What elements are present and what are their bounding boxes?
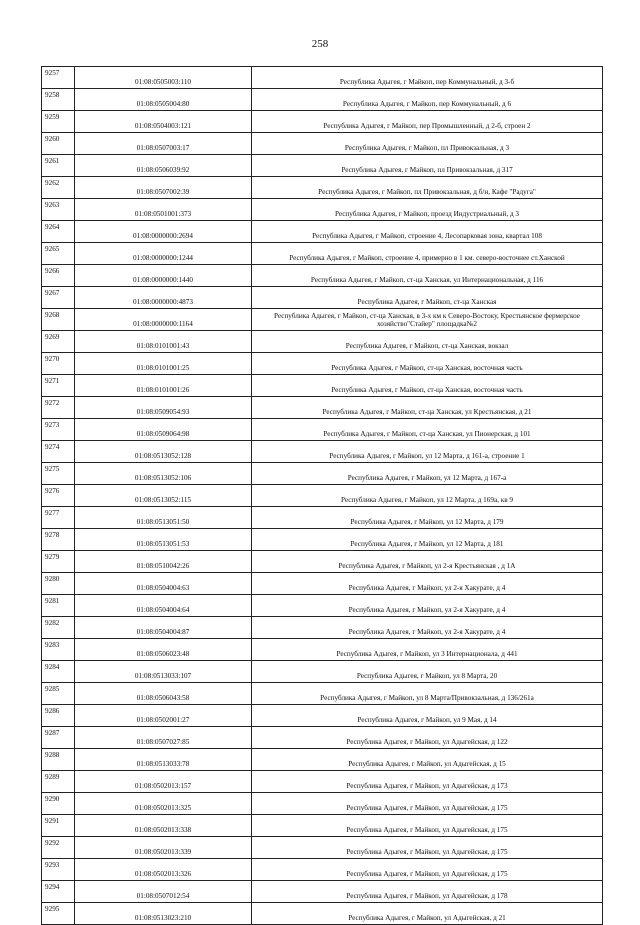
row-number: 9281	[42, 595, 75, 617]
cadastral-number: 01:08:0513051:50	[75, 507, 252, 529]
cadastral-number: 01:08:0509054:93	[75, 397, 252, 419]
table-row	[42, 67, 603, 89]
table-row	[42, 133, 603, 155]
table-row	[42, 837, 603, 859]
row-number: 9294	[42, 881, 75, 903]
row-number: 9262	[42, 177, 75, 199]
cadastral-number: 01:08:0513052:115	[75, 485, 252, 507]
address-cell: Республика Адыгея, г Майкоп, ул 12 Марта, д 167-а	[252, 463, 603, 485]
table-row	[42, 881, 603, 903]
cadastral-number: 01:08:0000000:1244	[75, 243, 252, 265]
cadastral-number: 01:08:0502001:27	[75, 705, 252, 727]
row-number: 9268	[42, 309, 75, 331]
row-number: 9287	[42, 727, 75, 749]
address-cell: Республика Адыгея, г Майкоп, ул 2-я Крестьянская , д 1А	[252, 551, 603, 573]
table-row	[42, 551, 603, 573]
address-cell: Республика Адыгея, г Майкоп, строение 4, Лесопарковая зона, квартал 108	[252, 221, 603, 243]
cadastral-number: 01:08:0513023:210	[75, 903, 252, 925]
row-number: 9282	[42, 617, 75, 639]
address-cell: Республика Адыгея, г Майкоп, ст-ца Ханская, вокзал	[252, 331, 603, 353]
table-row	[42, 397, 603, 419]
row-number: 9261	[42, 155, 75, 177]
table-row	[42, 419, 603, 441]
row-number: 9292	[42, 837, 75, 859]
table-row	[42, 683, 603, 705]
address-cell: Республика Адыгея, г Майкоп, ул Адыгейская, д 122	[252, 727, 603, 749]
cadastral-number: 01:08:0502013:338	[75, 815, 252, 837]
address-cell: Республика Адыгея, г Майкоп, ул 3 Интернационала, д 441	[252, 639, 603, 661]
cadastral-number: 01:08:0502013:325	[75, 793, 252, 815]
address-cell: Республика Адыгея, г Майкоп, ул 12 Марта, д 179	[252, 507, 603, 529]
table-body	[42, 67, 603, 925]
row-number: 9259	[42, 111, 75, 133]
table-row	[42, 903, 603, 925]
cadastral-number: 01:08:0502013:326	[75, 859, 252, 881]
address-cell: Республика Адыгея, г Майкоп, строение 4, примерно в 1 км. северо-восточнее ст.Ханской	[252, 243, 603, 265]
cadastral-number: 01:08:0505003:110	[75, 67, 252, 89]
cadastral-number: 01:08:0506043:58	[75, 683, 252, 705]
cadastral-number: 01:08:0506039:92	[75, 155, 252, 177]
cadastral-number: 01:08:0510042:26	[75, 551, 252, 573]
cadastral-number: 01:08:0509064:98	[75, 419, 252, 441]
table-row	[42, 375, 603, 397]
table-row	[42, 89, 603, 111]
row-number: 9284	[42, 661, 75, 683]
table-row	[42, 815, 603, 837]
cadastral-number: 01:08:0000000:2694	[75, 221, 252, 243]
table-row	[42, 507, 603, 529]
table-row	[42, 441, 603, 463]
address-cell: Республика Адыгея, г Майкоп, пер Коммунальный, д 3-б	[252, 67, 603, 89]
address-cell: Республика Адыгея, г Майкоп, ул Адыгейская, д 21	[252, 903, 603, 925]
address-cell: Республика Адыгея, г Майкоп, ул Адыгейская, д 175	[252, 837, 603, 859]
table-row	[42, 155, 603, 177]
cadastral-number: 01:08:0502013:157	[75, 771, 252, 793]
row-number: 9270	[42, 353, 75, 375]
address-cell: Республика Адыгея, г Майкоп, ул 8 Марта/Привокзальная, д 136/261а	[252, 683, 603, 705]
table-row	[42, 661, 603, 683]
row-number: 9280	[42, 573, 75, 595]
cadastral-number: 01:08:0513052:106	[75, 463, 252, 485]
table-row	[42, 265, 603, 287]
address-cell: Республика Адыгея, г Майкоп, ст-ца Ханская, в 3-х км к Северо-Востоку, Крестьянское фермерское хозяйство"Стайер" площадка№2	[252, 309, 603, 331]
cadastral-number: 01:08:0513051:53	[75, 529, 252, 551]
table-row	[42, 485, 603, 507]
row-number: 9278	[42, 529, 75, 551]
address-cell: Республика Адыгея, г Майкоп, пер Коммунальный, д 6	[252, 89, 603, 111]
table-row	[42, 529, 603, 551]
table-row	[42, 705, 603, 727]
cadastral-number: 01:08:0504003:121	[75, 111, 252, 133]
row-number: 9277	[42, 507, 75, 529]
address-cell: Республика Адыгея, г Майкоп, проезд Индустриальный, д 3	[252, 199, 603, 221]
table-row	[42, 177, 603, 199]
cadastral-number: 01:08:0101001:25	[75, 353, 252, 375]
cadastral-number: 01:08:0000000:1164	[75, 309, 252, 331]
row-number: 9274	[42, 441, 75, 463]
address-cell: Республика Адыгея, г Майкоп, ул Адыгейская, д 173	[252, 771, 603, 793]
cadastral-number: 01:08:0101001:43	[75, 331, 252, 353]
address-cell: Республика Адыгея, г Майкоп, ул 2-я Хакурате, д 4	[252, 617, 603, 639]
row-number: 9290	[42, 793, 75, 815]
table-row	[42, 331, 603, 353]
cadastral-number: 01:08:0501001:373	[75, 199, 252, 221]
cadastral-number: 01:08:0507002:39	[75, 177, 252, 199]
cadastral-number: 01:08:0504004:63	[75, 573, 252, 595]
address-cell: Республика Адыгея, г Майкоп, ул 12 Марта, д 161-а, строение 1	[252, 441, 603, 463]
row-number: 9276	[42, 485, 75, 507]
address-cell: Республика Адыгея, г Майкоп, ул Адыгейская, д 15	[252, 749, 603, 771]
row-number: 9286	[42, 705, 75, 727]
table-row	[42, 573, 603, 595]
table-row	[42, 111, 603, 133]
cadastral-number: 01:08:0513033:107	[75, 661, 252, 683]
table-row	[42, 199, 603, 221]
row-number: 9257	[42, 67, 75, 89]
table-row	[42, 617, 603, 639]
address-cell: Республика Адыгея, г Майкоп, ул Адыгейская, д 178	[252, 881, 603, 903]
cadastral-number: 01:08:0507027:85	[75, 727, 252, 749]
row-number: 9263	[42, 199, 75, 221]
address-cell: Республика Адыгея, г Майкоп, ул 9 Мая, д 14	[252, 705, 603, 727]
table-row	[42, 771, 603, 793]
table-row	[42, 859, 603, 881]
address-cell: Республика Адыгея, г Майкоп, пл Привокзальная, д 3	[252, 133, 603, 155]
row-number: 9271	[42, 375, 75, 397]
row-number: 9266	[42, 265, 75, 287]
address-cell: Республика Адыгея, г Майкоп, ст-ца Ханская, ул Крестьянская, д 21	[252, 397, 603, 419]
row-number: 9285	[42, 683, 75, 705]
table-row	[42, 793, 603, 815]
row-number: 9279	[42, 551, 75, 573]
cadastral-number: 01:08:0502013:339	[75, 837, 252, 859]
address-cell: Республика Адыгея, г Майкоп, ул 2-я Хакурате, д 4	[252, 573, 603, 595]
row-number: 9295	[42, 903, 75, 925]
page-number: 258	[311, 38, 329, 50]
table-row	[42, 727, 603, 749]
row-number: 9260	[42, 133, 75, 155]
address-cell: Республика Адыгея, г Майкоп, ст-ца Ханская, восточная часть	[252, 375, 603, 397]
address-cell: Республика Адыгея, г Майкоп, ул 12 Марта, д 169а, кв 9	[252, 485, 603, 507]
table-row	[42, 353, 603, 375]
cadastral-number: 01:08:0000000:4873	[75, 287, 252, 309]
cadastral-number: 01:08:0000000:1440	[75, 265, 252, 287]
table-row	[42, 749, 603, 771]
cadastral-number: 01:08:0513052:128	[75, 441, 252, 463]
address-cell: Республика Адыгея, г Майкоп, ул Адыгейская, д 175	[252, 859, 603, 881]
table-row	[42, 309, 603, 331]
address-cell: Республика Адыгея, г Майкоп, ул 2-я Хакурате, д 4	[252, 595, 603, 617]
cadastral-number: 01:08:0507012:54	[75, 881, 252, 903]
address-cell: Республика Адыгея, г Майкоп, ст-ца Ханская, ул Пионерская, д 101	[252, 419, 603, 441]
address-cell: Республика Адыгея, г Майкоп, ст-ца Ханская, ул Интернациональная, д 116	[252, 265, 603, 287]
row-number: 9291	[42, 815, 75, 837]
cadastral-number: 01:08:0513033:78	[75, 749, 252, 771]
row-number: 9265	[42, 243, 75, 265]
address-cell: Республика Адыгея, г Майкоп, ст-ца Ханская	[252, 287, 603, 309]
table-row	[42, 463, 603, 485]
cadastral-number: 01:08:0504004:87	[75, 617, 252, 639]
address-cell: Республика Адыгея, г Майкоп, ул 8 Марта, 20	[252, 661, 603, 683]
cadastral-number: 01:08:0505004:80	[75, 89, 252, 111]
address-cell: Республика Адыгея, г Майкоп, пл Привокзальная, д 317	[252, 155, 603, 177]
address-cell: Республика Адыгея, г Майкоп, пер Промышленный, д 2-б, строен 2	[252, 111, 603, 133]
row-number: 9283	[42, 639, 75, 661]
table-row	[42, 221, 603, 243]
row-number: 9269	[42, 331, 75, 353]
address-cell: Республика Адыгея, г Майкоп, ул Адыгейская, д 175	[252, 793, 603, 815]
table-row	[42, 639, 603, 661]
address-cell: Республика Адыгея, г Майкоп, пл Привокзальная, д б/н, Кафе "Радуга"	[252, 177, 603, 199]
cadastral-number: 01:08:0101001:26	[75, 375, 252, 397]
row-number: 9289	[42, 771, 75, 793]
address-cell: Республика Адыгея, г Майкоп, ул 12 Марта, д 181	[252, 529, 603, 551]
row-number: 9275	[42, 463, 75, 485]
row-number: 9288	[42, 749, 75, 771]
property-registry-table	[41, 66, 603, 925]
row-number: 9264	[42, 221, 75, 243]
row-number: 9258	[42, 89, 75, 111]
table-row	[42, 287, 603, 309]
address-cell: Республика Адыгея, г Майкоп, ул Адыгейская, д 175	[252, 815, 603, 837]
row-number: 9272	[42, 397, 75, 419]
row-number: 9267	[42, 287, 75, 309]
cadastral-number: 01:08:0506023:48	[75, 639, 252, 661]
row-number: 9273	[42, 419, 75, 441]
table-row	[42, 595, 603, 617]
cadastral-number: 01:08:0507003:17	[75, 133, 252, 155]
address-cell: Республика Адыгея, г Майкоп, ст-ца Ханская, восточная часть	[252, 353, 603, 375]
row-number: 9293	[42, 859, 75, 881]
table-row	[42, 243, 603, 265]
cadastral-number: 01:08:0504004:64	[75, 595, 252, 617]
